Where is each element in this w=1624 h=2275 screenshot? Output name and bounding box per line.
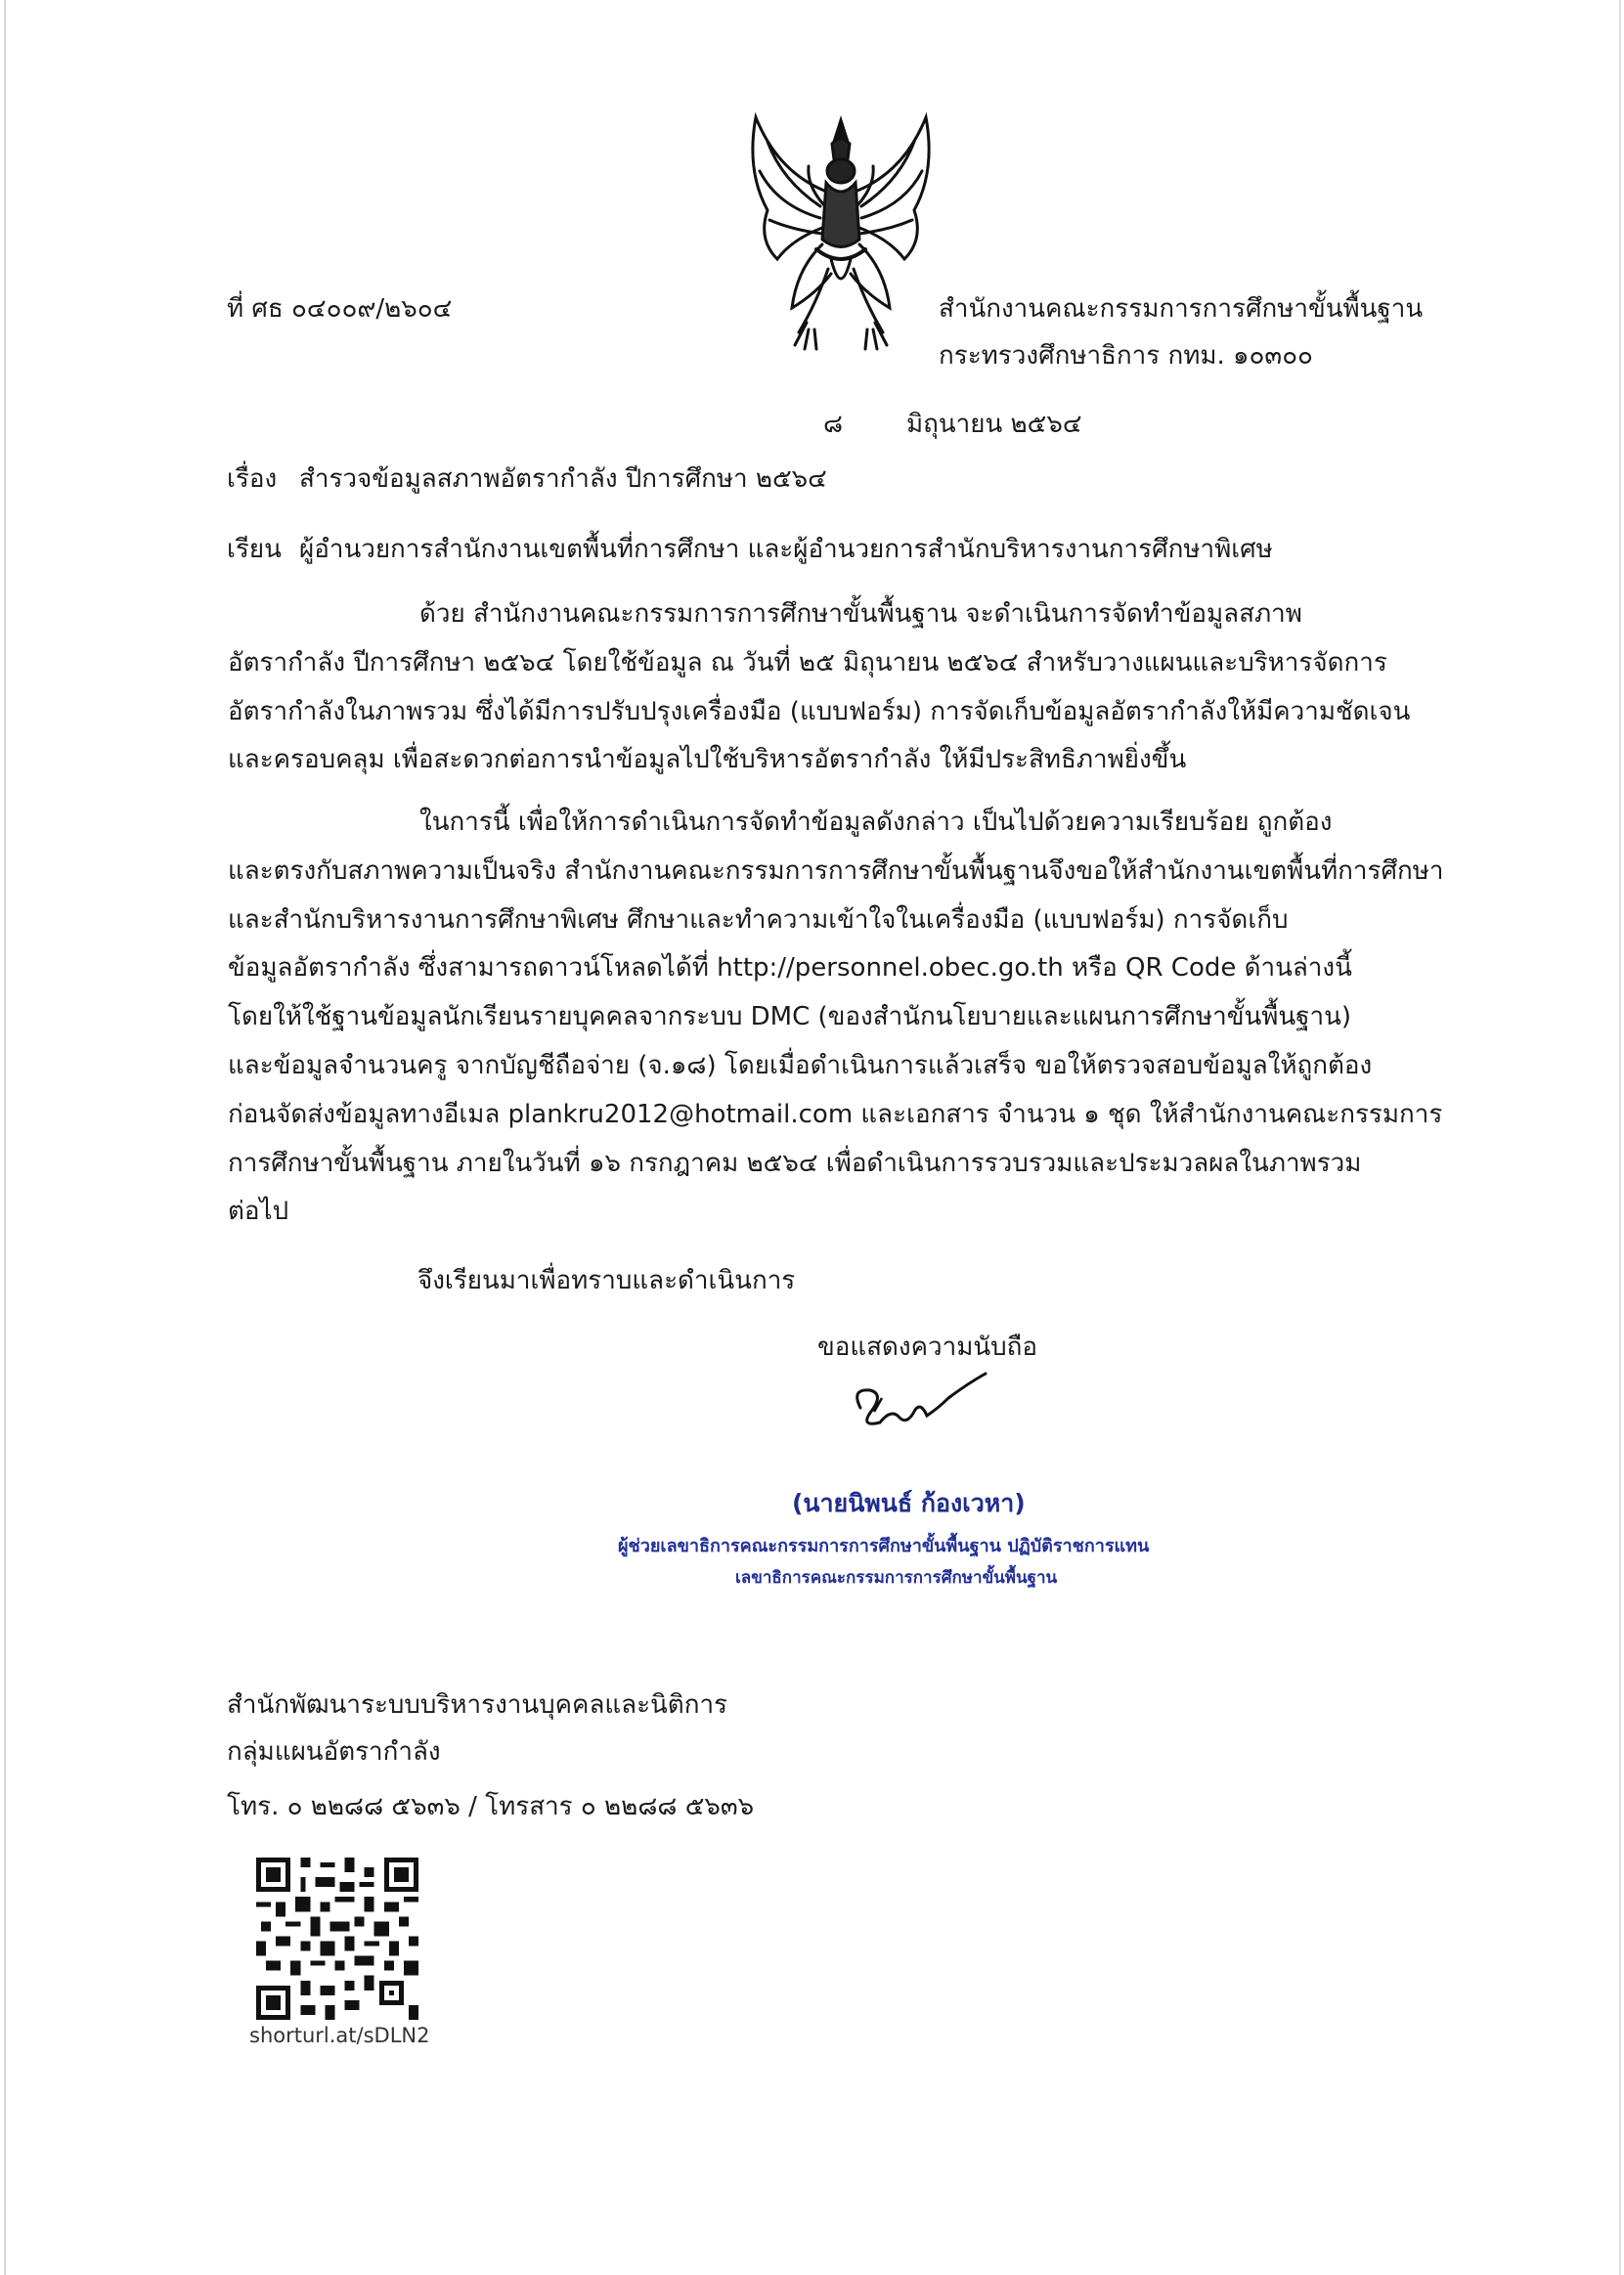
footer-contact: โทร. ๐ ๒๒๘๘ ๕๖๓๖ / โทรสาร ๐ ๒๒๘๘ ๕๖๓๖ bbox=[227, 1792, 755, 1821]
document-number: ที่ ศธ ๐๔๐๐๙/๒๖๐๔ bbox=[227, 294, 453, 324]
recipient-label: เรียน bbox=[227, 535, 282, 564]
recipient-text: ผู้อำนวยการสำนักงานเขตพื้นที่การศึกษา และผู้อำนวยการสำนักบริหารงานการศึกษาพิเศษ bbox=[299, 535, 1273, 564]
body-paragraph-1: ด้วย สำนักงานคณะกรรมการการศึกษาขั้นพื้นฐาน จะดำเนินการจัดทำข้อมูลสภาพ อัตรากำลัง ปีการศึกษา ๒๕๖๔ โดยใช้ข้อมูล ณ วันที่ ๒๕ มิถุนายน ๒๕๖๔ สำหรับวางแผนและบริหารจัดการ อัตรากำลังในภาพรวม ซึ่งได้มีการปรับปรุงเครื่องมือ (แบบฟอร์ม) การจัดเก็บข้อมูลอัตรากำลังให้มีความชัดเจน และครอบคลุม เพื่อสะดวกต่อการนำข้อมูลไปใช้บริหารอัตรากำลัง ให้มีประสิทธิภาพยิ่งขึ้น bbox=[228, 599, 1411, 775]
garuda-emblem-icon bbox=[738, 112, 944, 352]
footer-office: สำนักพัฒนาระบบบริหารงานบุคคลและนิติการ bbox=[227, 1690, 728, 1720]
signatory-name: (นายนิพนธ์ ก้องเวหา) bbox=[792, 1489, 1026, 1517]
issuing-office: สำนักงานคณะกรรมการการศึกษาขั้นพื้นฐาน bbox=[939, 294, 1424, 324]
subject-label: เรื่อง bbox=[227, 464, 278, 494]
body-paragraph-2: ในการนี้ เพื่อให้การดำเนินการจัดทำข้อมูลดังกล่าว เป็นไปด้วยความเรียบร้อย ถูกต้อง และตรงกับสภาพความเป็นจริง สำนักงานคณะกรรมการการศึกษาขั้นพื้นฐานจึงขอให้สำนักงานเขตพื้นที่การศึกษา และสำนักบริหารงานการศึกษาพิเศษ ศึกษาและทำความเข้าใจในเครื่องมือ (แบบฟอร์ม) การจัดเก็บ ข้อมูลอัตรากำลัง ซึ่งสามารถดาวน์โหลดได้ที่ http://personnel.obec.go.th หรือ QR Code ด้านล่างนี้ โดยให้ใช้ฐานข้อมูลนักเรียนรายบุคคลจากระบบ DMC (ของสำนักนโยบายและแผนการศึกษาขั้นพื้นฐาน) และข้อมูลจำนวนครู จากบัญชีถือจ่าย (จ.๑๘) โดยเมื่อดำเนินการแล้วเสร็จ ขอให้ตรวจสอบข้อมูลให้ถูกต้อง ก่อนจัดส่งข้อมูลทางอีเมล plankru2012@hotmail.com และเอกสาร จำนวน ๑ ชุด ให้สำนักงานคณะกรรมการ การศึกษาขั้นพื้นฐาน ภายในวันที่ ๑๖ กรกฎาคม ๒๕๖๔ เพื่อดำเนินการรวบรวมและประมวลผลในภาพรวม ต่อไป bbox=[228, 808, 1444, 1227]
subject-text: สำรวจข้อมูลสภาพอัตรากำลัง ปีการศึกษา ๒๕๖๔ bbox=[299, 464, 827, 494]
date-month-year: มิถุนายน ๒๕๖๔ bbox=[906, 410, 1082, 439]
qr-caption-url[interactable]: shorturl.at/sDLN2 bbox=[249, 2024, 430, 2047]
signatory-position-2: เลขาธิการคณะกรรมการการศึกษาขั้นพื้นฐาน bbox=[735, 1568, 1058, 1588]
date-day: ๘ bbox=[823, 410, 844, 439]
issuing-ministry-address: กระทรวงศึกษาธิการ กทม. ๑๐๓๐๐ bbox=[939, 341, 1313, 371]
scan-edge-right bbox=[1619, 0, 1621, 2275]
handwritten-signature bbox=[831, 1369, 988, 1437]
signatory-position-1: ผู้ช่วยเลขาธิการคณะกรรมการการศึกษาขั้นพื้นฐาน ปฏิบัติราชการแทน bbox=[618, 1536, 1150, 1556]
scan-edge-left bbox=[4, 0, 6, 2275]
closing-sentence: จึงเรียนมาเพื่อทราบและดำเนินการ bbox=[417, 1266, 796, 1295]
qr-code-icon[interactable] bbox=[256, 1858, 418, 2020]
footer-group: กลุ่มแผนอัตรากำลัง bbox=[227, 1737, 441, 1767]
regards-text: ขอแสดงความนับถือ bbox=[817, 1333, 1037, 1362]
